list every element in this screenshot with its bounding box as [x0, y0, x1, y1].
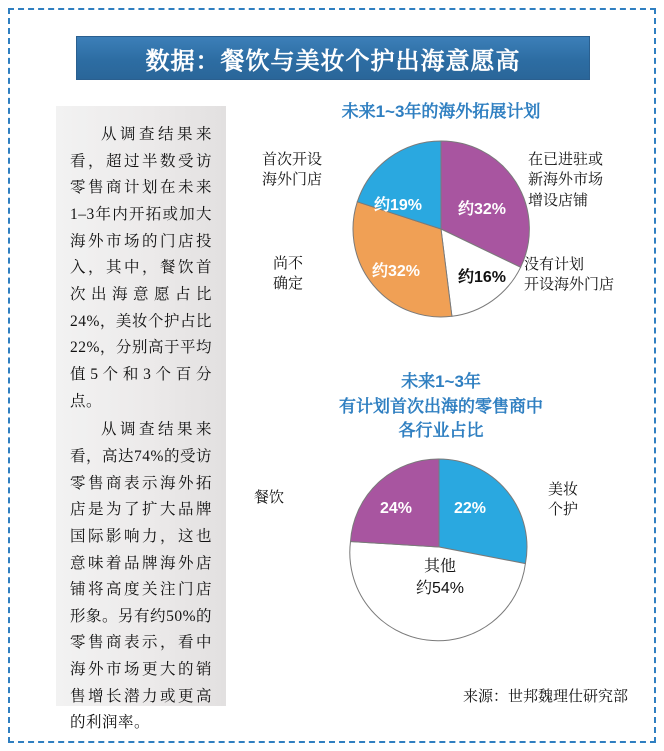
article-paragraph-2: 从调查结果来看，高达74%的受访零售商表示海外拓店是为了扩大品牌国际影响力，这也意味着品牌海外店铺将高度关注门店形象。另有约50%的零售商表示，看中海外市场更大的销售增长潜力或更高的利润率。	[70, 421, 212, 732]
chart1-label-first-overseas-store-line2: 海外门店	[261, 171, 322, 189]
page-title: 数据：餐饮与美妆个护出海意愿高	[145, 48, 521, 75]
chart2-label-beauty	[548, 480, 638, 521]
chart1-slice-label-orange: 约32%	[372, 263, 421, 280]
article-paragraph-1: 从调查结果来看，超过半数受访零售商计划在未来1–3年内开拓或加大海外市场的门店投入，其中，餐饮首次出海意愿占比24%，美妆个护占比22%，分别高于平均值5个和3个百分点。	[70, 126, 212, 410]
chart1-label-undecided-line2: 确定	[272, 275, 303, 293]
chart1-label-first-overseas-store-line1: 首次开设	[261, 151, 322, 168]
chart1-label-add-stores	[528, 150, 644, 211]
chart1-slice-label-blue: 约19%	[374, 197, 423, 214]
chart1-pie-svg	[346, 134, 536, 324]
chart2-pie-svg	[344, 452, 534, 642]
chart2-title-line2: 有计划首次出海的零售商中	[339, 396, 543, 416]
chart2-slice-label-purple: 24%	[380, 500, 413, 517]
chart-industry-share	[236, 370, 646, 670]
chart1-slice-label-white: 约16%	[458, 269, 507, 286]
chart2-pie	[344, 452, 534, 642]
chart1-label-add-stores-line1: 在已进驻或	[528, 151, 604, 168]
page-title-bar	[76, 36, 590, 80]
chart1-label-no-plan-line1: 没有计划	[524, 256, 585, 273]
chart1-slice-label-purple: 约32%	[458, 201, 507, 218]
chart2-title	[256, 370, 626, 444]
chart1-label-first-overseas-store	[242, 150, 342, 191]
chart2-label-others-line1: 其他	[423, 558, 456, 575]
chart1-label-add-stores-line2: 新海外市场	[528, 171, 604, 189]
chart2-label-others	[392, 556, 488, 599]
chart1-label-no-plan-line2: 开设海外门店	[524, 276, 615, 294]
chart1-title: 未来1~3年的海外拓展计划	[341, 102, 541, 121]
chart2-title-line3: 各行业占比	[398, 421, 484, 441]
chart2-label-others-line2: 约54%	[415, 579, 465, 597]
chart2-label-catering-text: 餐饮	[254, 489, 285, 506]
chart2-slice-label-blue: 22%	[454, 500, 487, 517]
chart2-label-beauty-line2: 个护	[548, 501, 579, 519]
chart1-label-undecided-line1: 尚不	[272, 255, 303, 272]
chart2-title-line1: 未来1~3年	[401, 372, 481, 391]
chart1-pie	[346, 134, 536, 324]
chart1-label-add-stores-line3: 增设店铺	[528, 191, 589, 209]
source-label: 来源：世邦魏理仕研究部	[462, 689, 628, 705]
chart1-label-undecided	[246, 254, 330, 295]
chart1-label-no-plan	[524, 255, 648, 296]
chart2-label-beauty-line1: 美妆	[548, 481, 579, 498]
charts-column	[236, 92, 646, 712]
chart2-label-catering	[254, 488, 330, 508]
chart-overseas-expansion-plan	[236, 92, 646, 362]
article-text-column	[56, 106, 226, 732]
